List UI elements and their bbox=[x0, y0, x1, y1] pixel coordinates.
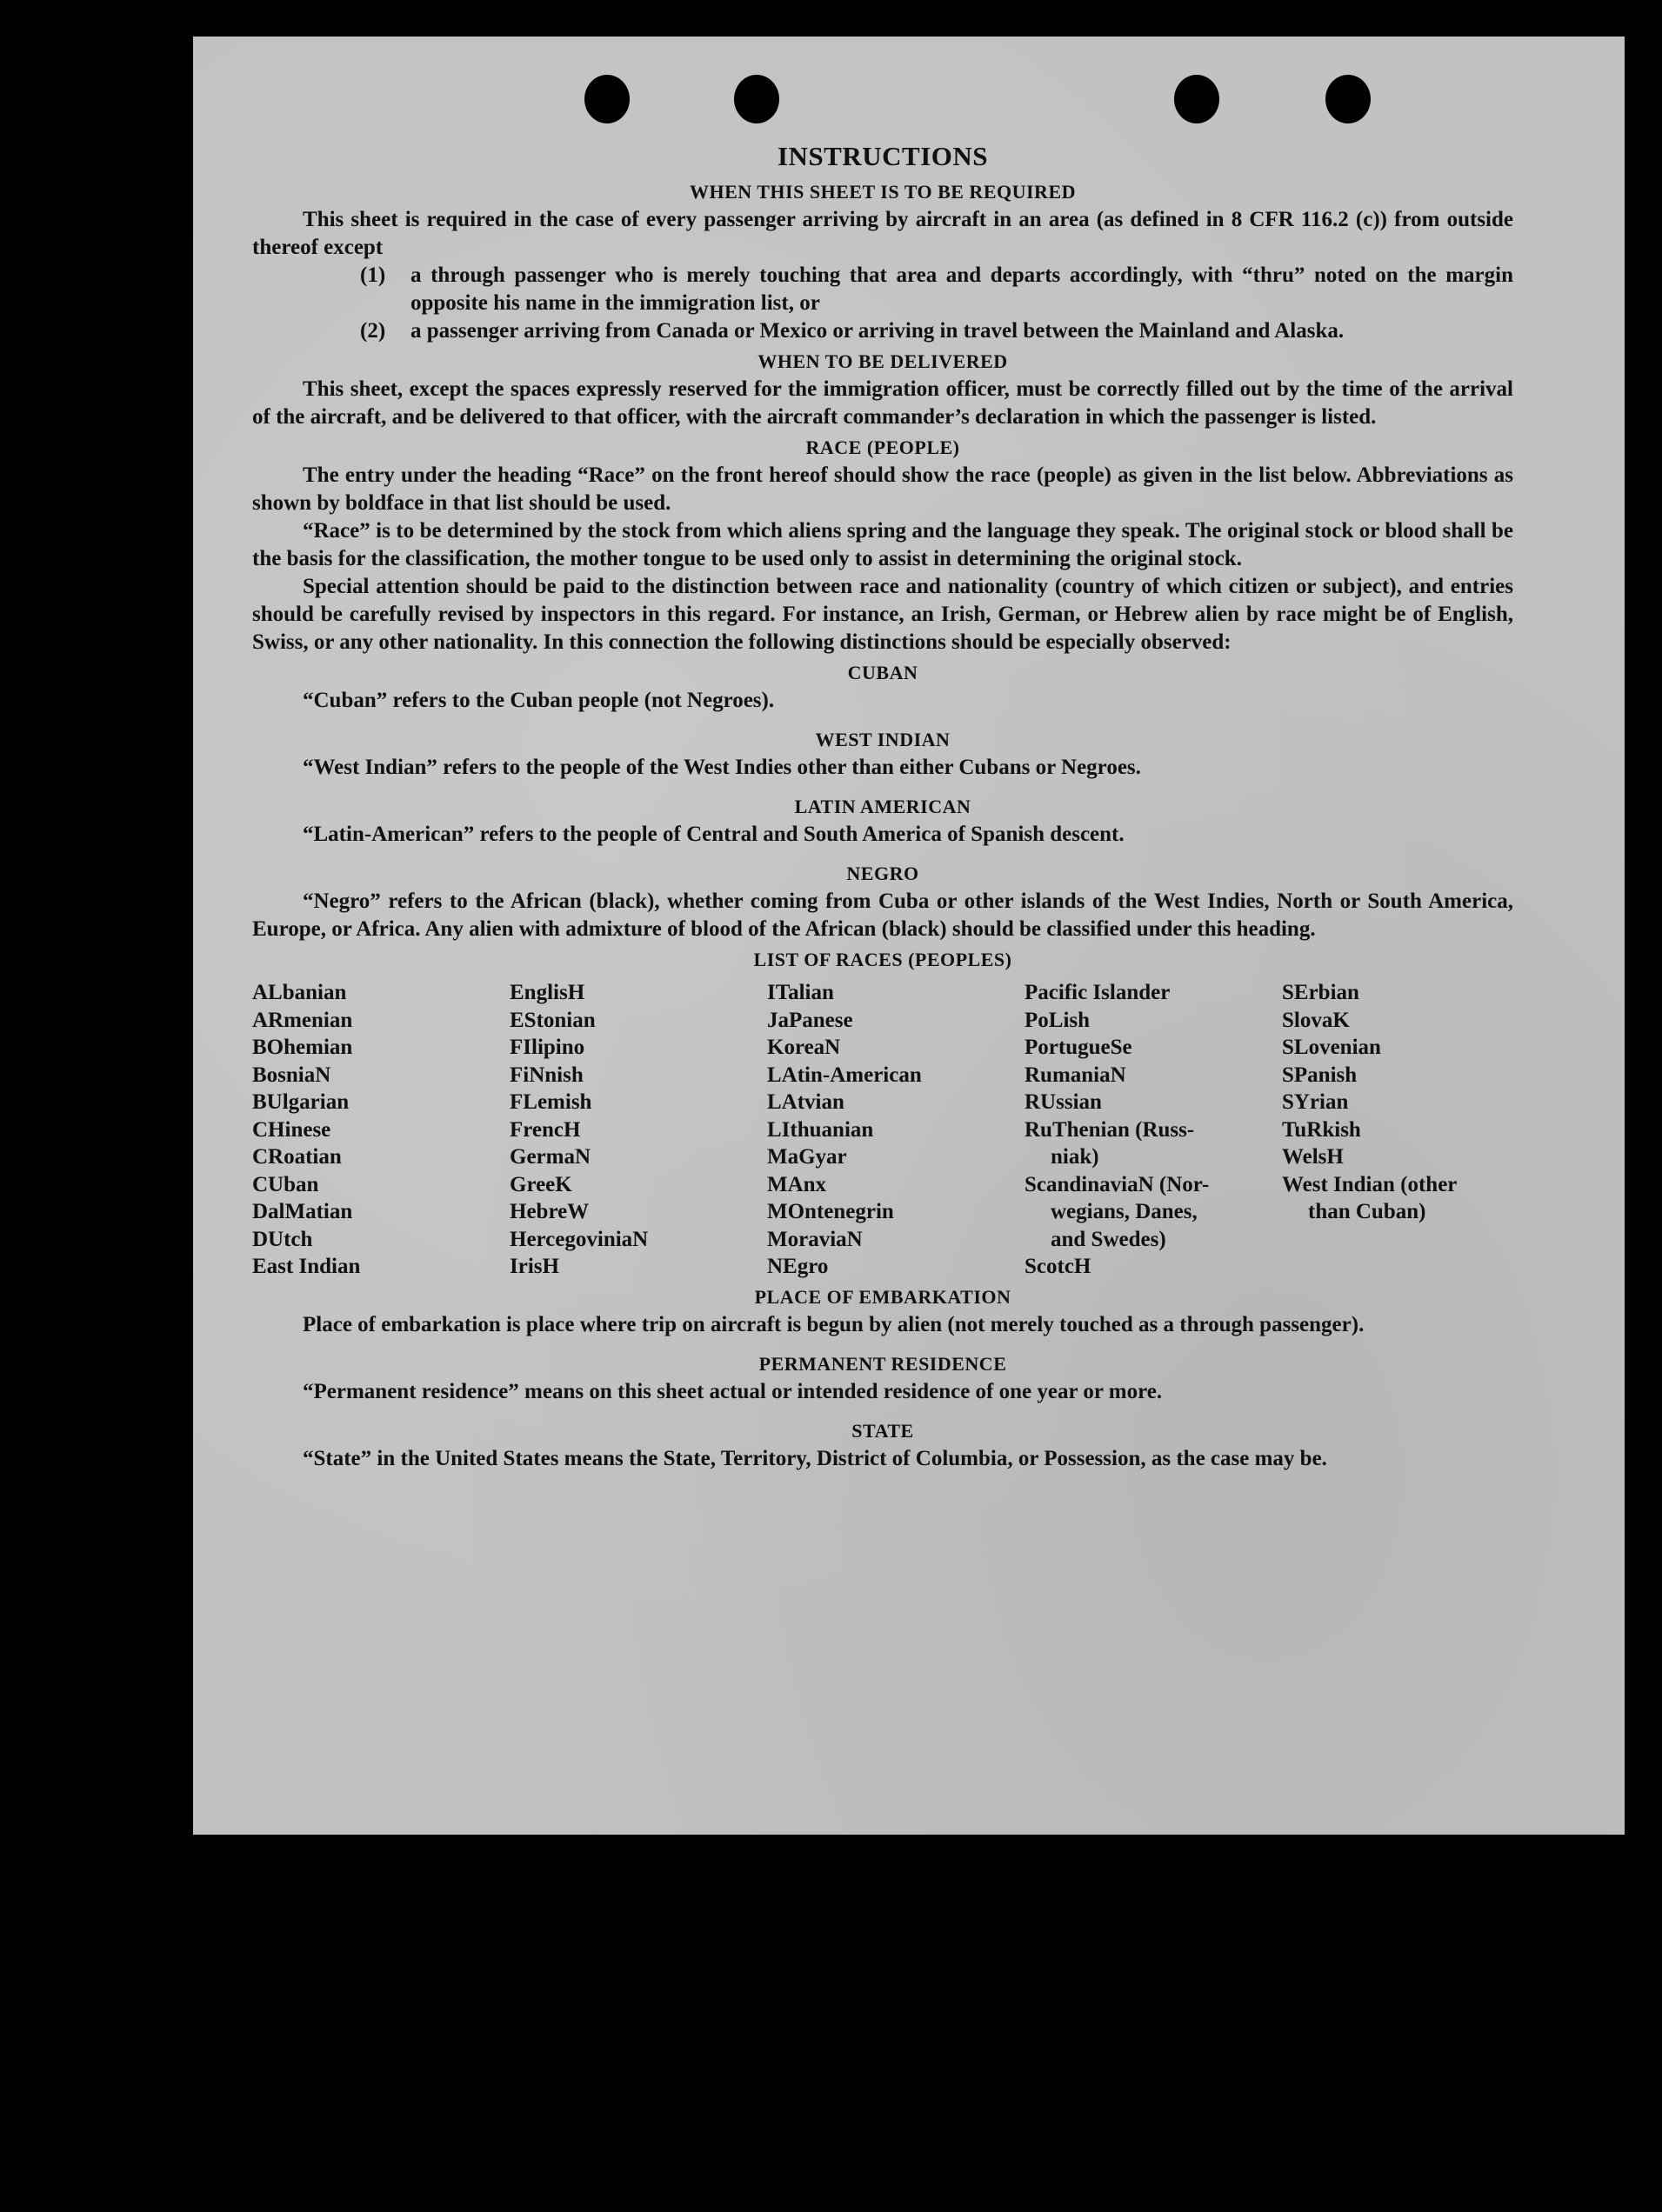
race-entry: DUtch bbox=[252, 1227, 313, 1251]
punch-hole bbox=[1325, 75, 1371, 123]
race-entry: GermaN bbox=[510, 1145, 591, 1169]
race-entry: ITalian bbox=[767, 981, 834, 1004]
race-paragraph-3: Special attention should be paid to the distinction between race and nationality (country of which citizen or subject), and entries should be carefully revised by inspectors in this regard. For instance, an Irish, German, or Hebrew alien by race might be of English, Swiss, or any other nationality. In this connection the following distinctions should be especially observed: bbox=[252, 575, 1513, 654]
race-entry: GreeK bbox=[510, 1172, 572, 1196]
race-entry: FIlipino bbox=[510, 1036, 585, 1059]
race-entry: MaGyar bbox=[767, 1145, 847, 1169]
west-indian-text: “West Indian” refers to the people of the West Indies other than either Cubans or Negroes. bbox=[303, 756, 1141, 779]
race-entry: IrisH bbox=[510, 1255, 559, 1278]
race-paragraph-1: The entry under the heading “Race” on the front hereof should show the race (people) as given in the list below. Abbreviations as shown by boldface in that list should be used. bbox=[252, 463, 1513, 515]
list-item bbox=[360, 262, 1513, 317]
race-entry: SlovaK bbox=[1282, 1008, 1350, 1032]
race-entry: MOntenegrin bbox=[767, 1200, 894, 1223]
section-heading-residence: PERMANENT RESIDENCE bbox=[758, 1352, 1007, 1375]
race-entry: HercegoviniaN bbox=[510, 1227, 649, 1251]
race-entry: niak) bbox=[1051, 1145, 1099, 1169]
races-column bbox=[767, 979, 1025, 1281]
race-entry: Pacific Islander bbox=[1025, 981, 1171, 1004]
race-entry: DalMatian bbox=[252, 1200, 353, 1223]
races-column bbox=[1282, 979, 1513, 1281]
race-entry: ScotcH bbox=[1025, 1255, 1091, 1278]
section-heading-race: RACE (PEOPLE) bbox=[805, 436, 960, 458]
state-text: “State” in the United States means the State, Territory, District of Columbia, or Possession, as the case may be. bbox=[303, 1446, 1327, 1470]
race-entry: East Indian bbox=[252, 1255, 361, 1278]
race-entry: West Indian (other bbox=[1282, 1172, 1458, 1196]
race-entry: FrencH bbox=[510, 1117, 581, 1142]
race-entry: LIthuanian bbox=[767, 1117, 874, 1142]
race-entry: wegians, Danes, bbox=[1051, 1200, 1198, 1223]
race-entry: JaPanese bbox=[767, 1008, 853, 1032]
section-heading-cuban: CUBAN bbox=[847, 662, 918, 683]
race-entry: BosniaN bbox=[252, 1063, 331, 1087]
document-sheet bbox=[193, 37, 1625, 1835]
race-entry: PortugueSe bbox=[1025, 1036, 1132, 1059]
race-entry: CRoatian bbox=[252, 1145, 342, 1169]
page-title: INSTRUCTIONS bbox=[777, 141, 988, 171]
section-heading-when-required: WHEN THIS SHEET IS TO BE REQUIRED bbox=[689, 181, 1077, 203]
item-text: a through passenger who is merely touching that area and departs accordingly, with “thru” noted on the margin opposite his name in the immigration list, or bbox=[410, 263, 1513, 315]
races-column bbox=[510, 979, 767, 1281]
list-item bbox=[360, 317, 1513, 345]
when-delivered-text: This sheet, except the spaces expressly reserved for the immigration officer, must be correctly filled out by the time of the arrival of the aircraft, and be delivered to that officer, with the aircraft commander’s declaration in which the passenger is listed. bbox=[252, 377, 1513, 429]
residence-text: “Permanent residence” means on this sheet actual or intended residence of one year or more. bbox=[303, 1379, 1163, 1403]
race-entry: LAtvian bbox=[767, 1090, 844, 1114]
latin-american-text: “Latin-American” refers to the people of Central and South America of Spanish descent. bbox=[303, 823, 1125, 846]
section-heading-embarkation: PLACE OF EMBARKATION bbox=[754, 1285, 1011, 1308]
punch-hole bbox=[1174, 75, 1219, 123]
race-entry: EnglisH bbox=[510, 981, 585, 1004]
race-entry: SErbian bbox=[1282, 981, 1359, 1004]
race-entry: HebreW bbox=[510, 1200, 590, 1223]
race-entry: RumaniaN bbox=[1025, 1063, 1126, 1087]
race-entry: KoreaN bbox=[767, 1036, 841, 1059]
punch-hole bbox=[584, 75, 630, 123]
race-entry: and Swedes) bbox=[1051, 1227, 1166, 1251]
race-entry: WelsH bbox=[1282, 1145, 1344, 1169]
race-entry: PoLish bbox=[1025, 1008, 1091, 1032]
race-entry: EStonian bbox=[510, 1008, 596, 1032]
race-entry: SYrian bbox=[1282, 1090, 1349, 1114]
race-entry: FiNnish bbox=[510, 1063, 584, 1087]
section-heading-west-indian: WEST INDIAN bbox=[815, 729, 951, 750]
race-entry: TuRkish bbox=[1282, 1117, 1361, 1142]
races-column bbox=[252, 979, 510, 1281]
race-entry: RUssian bbox=[1025, 1090, 1102, 1114]
race-entry: BUlgarian bbox=[252, 1090, 350, 1114]
race-entry: ARmenian bbox=[252, 1008, 353, 1032]
embarkation-text: Place of embarkation is place where trip on aircraft is begun by alien (not merely touched as a through passenger). bbox=[303, 1312, 1365, 1336]
races-list bbox=[252, 979, 1513, 1281]
item-text: a passenger arriving from Canada or Mexico or arriving in travel between the Mainland and Alaska. bbox=[410, 319, 1345, 343]
race-entry: MoraviaN bbox=[767, 1227, 863, 1251]
item-number: (2) bbox=[360, 319, 386, 343]
race-paragraph-2: “Race” is to be determined by the stock from which aliens spring and the language they speak. The original stock or blood shall be the basis for the classification, the mother tongue to be used only to assist in determining the original stock. bbox=[252, 519, 1513, 570]
instructions-document bbox=[252, 137, 1513, 1473]
section-heading-list-of-races: LIST OF RACES (PEOPLES) bbox=[753, 949, 1012, 970]
section-heading-latin-american: LATIN AMERICAN bbox=[794, 796, 971, 817]
race-entry: FLemish bbox=[510, 1090, 592, 1114]
race-entry: BOhemian bbox=[252, 1036, 353, 1059]
race-entry: NEgro bbox=[767, 1255, 829, 1278]
race-entry: MAnx bbox=[767, 1172, 827, 1196]
race-entry: ALbanian bbox=[252, 981, 347, 1004]
race-entry: RuThenian (Russ- bbox=[1025, 1117, 1195, 1142]
section-heading-negro: NEGRO bbox=[846, 863, 919, 884]
item-number: (1) bbox=[360, 263, 386, 287]
races-column bbox=[1025, 979, 1282, 1281]
negro-text: “Negro” refers to the African (black), whether coming from Cuba or other islands of the West Indies, North or South America, Europe, or Africa. Any alien with admixture of blood of the African (black) should be classified under this heading. bbox=[252, 889, 1513, 941]
cuban-text: “Cuban” refers to the Cuban people (not Negroes). bbox=[303, 689, 775, 712]
section-heading-when-delivered: WHEN TO BE DELIVERED bbox=[758, 350, 1008, 372]
race-entry: SPanish bbox=[1282, 1063, 1358, 1087]
race-entry: SLovenian bbox=[1282, 1036, 1381, 1059]
race-entry: than Cuban) bbox=[1308, 1200, 1426, 1223]
section-heading-state: STATE bbox=[851, 1419, 914, 1442]
when-required-intro: This sheet is required in the case of every passenger arriving by aircraft in an area (as defined in 8 CFR 116.2 (c)) from outside thereof except bbox=[252, 208, 1513, 259]
race-entry: ScandinaviaN (Nor- bbox=[1025, 1172, 1210, 1196]
race-entry: CUban bbox=[252, 1172, 319, 1196]
punch-hole bbox=[734, 75, 779, 123]
race-entry: LAtin-American bbox=[767, 1063, 922, 1087]
race-entry: CHinese bbox=[252, 1117, 331, 1142]
